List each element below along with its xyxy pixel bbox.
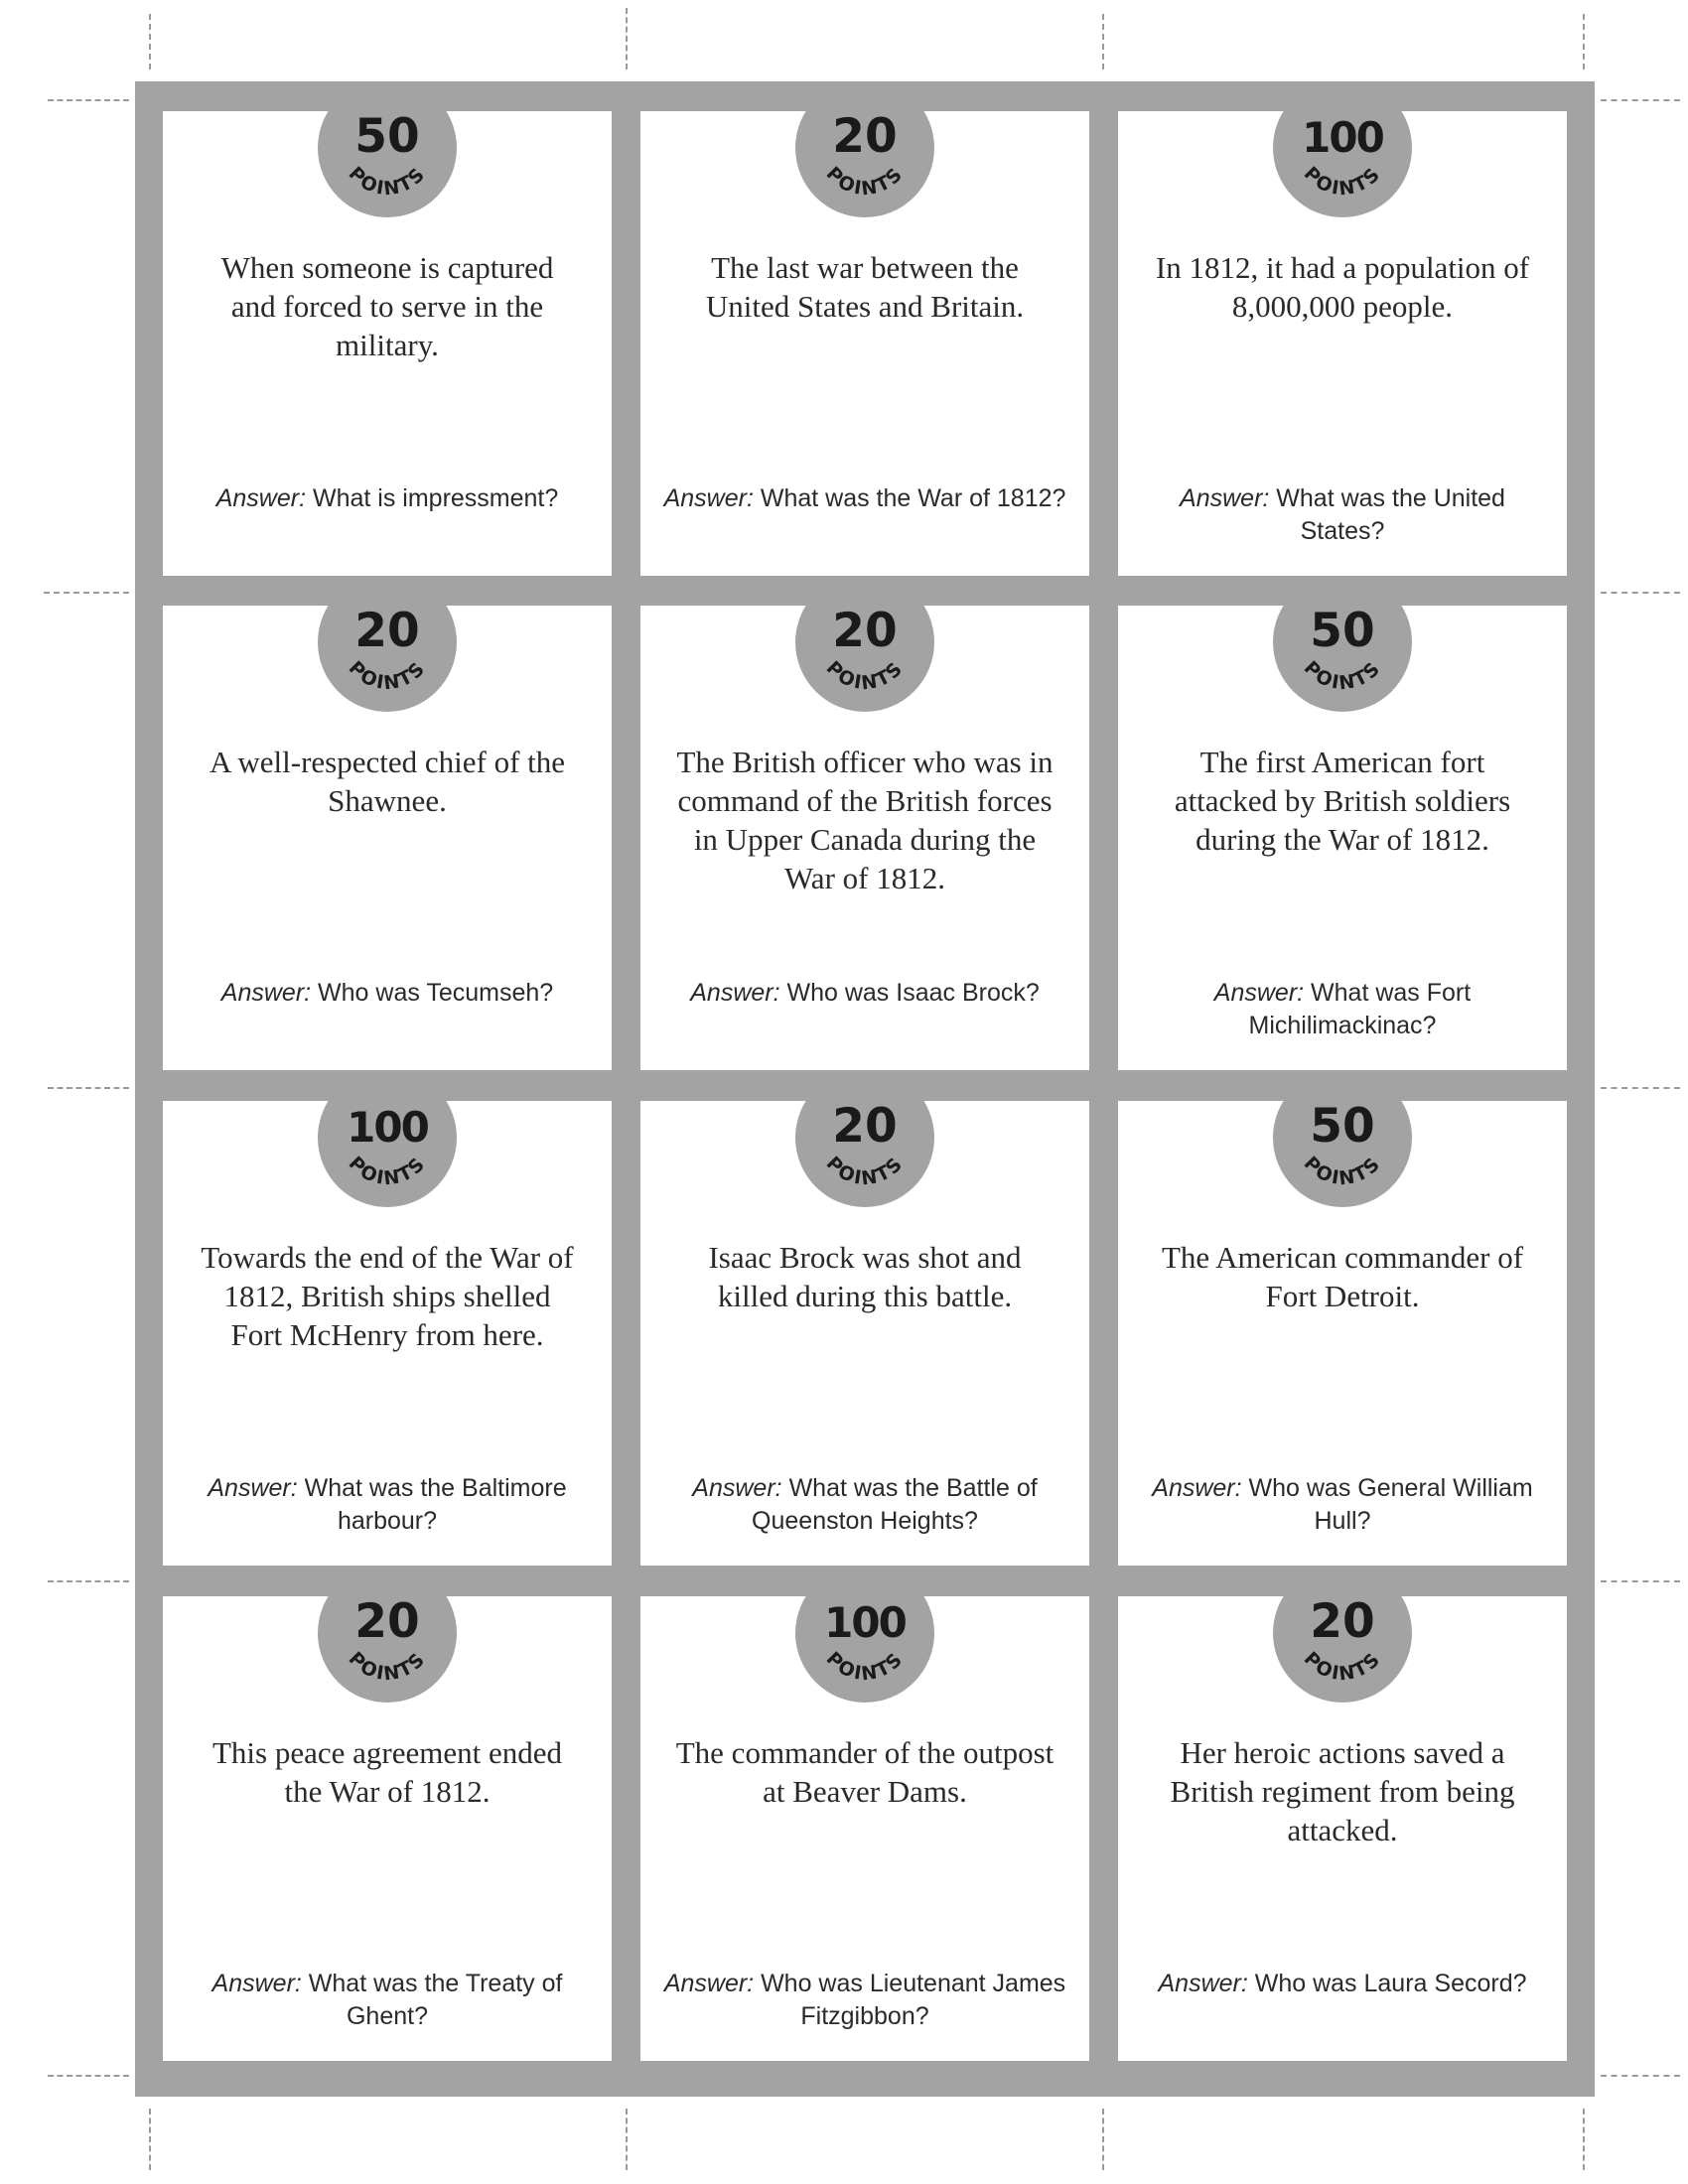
points-badge bbox=[318, 111, 457, 217]
answer-line bbox=[183, 482, 592, 515]
points-badge bbox=[1273, 606, 1412, 712]
points-badge bbox=[795, 1101, 934, 1207]
answer-line bbox=[183, 1472, 592, 1538]
svg-text:POINTS bbox=[1300, 657, 1386, 695]
svg-text:POINTS bbox=[822, 1153, 909, 1190]
answer-label: Answer: bbox=[692, 1474, 782, 1502]
cut-mark bbox=[1601, 1087, 1680, 1089]
points-label: POINTS bbox=[344, 162, 431, 201]
trivia-card bbox=[1118, 111, 1567, 576]
points-label: POINTS bbox=[344, 656, 431, 695]
question-text: When someone is captured and forced to serve in the military. bbox=[220, 250, 554, 362]
points-badge bbox=[795, 1596, 934, 1703]
trivia-card bbox=[640, 1101, 1089, 1566]
answer-label: Answer: bbox=[220, 979, 312, 1007]
answer-text: What is impressment? bbox=[312, 484, 559, 512]
cut-mark bbox=[626, 2109, 628, 2170]
points-value: 20 bbox=[832, 1101, 898, 1154]
points-badge bbox=[318, 1101, 457, 1207]
question-text: The last war between the United States and Britain. bbox=[705, 250, 1025, 324]
points-label: POINTS bbox=[1299, 1152, 1386, 1190]
points-badge bbox=[318, 1596, 457, 1703]
svg-text:POINTS bbox=[345, 1153, 431, 1190]
svg-text:POINTS bbox=[345, 163, 431, 201]
answer-label: Answer: bbox=[1180, 484, 1270, 512]
answer-line bbox=[660, 1968, 1069, 2033]
trivia-card bbox=[1118, 606, 1567, 1070]
answer-label: Answer: bbox=[1152, 1474, 1242, 1502]
question-text: The American commander of Fort Detroit. bbox=[1161, 1240, 1524, 1313]
points-value: 20 bbox=[832, 111, 898, 164]
points-label: POINTS bbox=[821, 162, 909, 201]
answer-label: Answer: bbox=[215, 484, 307, 512]
svg-text:POINTS bbox=[345, 1648, 431, 1686]
answer-line bbox=[660, 977, 1069, 1010]
trivia-card bbox=[640, 111, 1089, 576]
answer-line bbox=[660, 482, 1069, 515]
answer-text: What was the Baltimore harbour? bbox=[304, 1474, 567, 1535]
trivia-card bbox=[1118, 1101, 1567, 1566]
points-badge bbox=[795, 606, 934, 712]
points-label: POINTS bbox=[821, 1152, 909, 1190]
answer-label: Answer: bbox=[690, 979, 780, 1007]
question-text: Towards the end of the War of 1812, British ships shelled Fort McHenry from here. bbox=[201, 1240, 574, 1352]
answer-label: Answer: bbox=[1158, 1970, 1248, 1997]
answer-line bbox=[1138, 977, 1547, 1042]
points-label: POINTS bbox=[821, 656, 909, 695]
answer-label: Answer: bbox=[663, 484, 754, 512]
points-label: POINTS bbox=[1299, 1647, 1386, 1686]
points-badge bbox=[318, 606, 457, 712]
svg-text:POINTS bbox=[1300, 1648, 1386, 1686]
trivia-card bbox=[163, 1101, 612, 1566]
answer-label: Answer: bbox=[208, 1474, 298, 1502]
question-text: The commander of the outpost at Beaver Dams. bbox=[675, 1735, 1055, 1809]
cut-mark bbox=[149, 14, 151, 69]
points-value: 50 bbox=[1310, 606, 1375, 658]
points-value: 20 bbox=[354, 606, 420, 658]
cut-mark bbox=[48, 1087, 129, 1089]
question-text: Isaac Brock was shot and killed during this battle. bbox=[708, 1240, 1022, 1313]
question-text: Her heroic actions saved a British regiment from being attacked. bbox=[1170, 1735, 1515, 1847]
answer-text: What was Fort Michilimackinac? bbox=[1248, 979, 1472, 1039]
answer-text: What was the United States? bbox=[1276, 484, 1505, 545]
cut-mark bbox=[1583, 2109, 1585, 2170]
points-label: POINTS bbox=[821, 1647, 909, 1686]
points-badge bbox=[795, 111, 934, 217]
question-text: This peace agreement ended the War of 1812. bbox=[211, 1735, 562, 1809]
answer-line bbox=[660, 1472, 1069, 1538]
question-text: The first American fort attacked by British soldiers during the War of 1812. bbox=[1174, 745, 1511, 857]
answer-label: Answer: bbox=[1213, 979, 1305, 1007]
cut-mark bbox=[1583, 14, 1585, 69]
cut-mark bbox=[48, 2075, 129, 2077]
answer-line bbox=[1138, 1968, 1547, 2000]
svg-text:POINTS bbox=[822, 657, 909, 695]
answer-text: Who was General William Hull? bbox=[1248, 1474, 1533, 1535]
question-text: In 1812, it had a population of 8,000,000 people. bbox=[1155, 250, 1530, 324]
points-value: 50 bbox=[354, 111, 420, 164]
trivia-card bbox=[640, 606, 1089, 1070]
svg-text:POINTS bbox=[1300, 163, 1386, 201]
points-value: 20 bbox=[354, 1596, 420, 1649]
points-label: POINTS bbox=[1299, 162, 1386, 201]
points-badge bbox=[1273, 1101, 1412, 1207]
svg-text:POINTS bbox=[345, 657, 431, 695]
trivia-card bbox=[163, 606, 612, 1070]
answer-label: Answer: bbox=[211, 1970, 302, 1997]
points-label: POINTS bbox=[1299, 656, 1386, 695]
question-text: The British officer who was in command of the British forces in Upper Canada during the War of 1812. bbox=[676, 745, 1054, 895]
answer-text: What was the War of 1812? bbox=[760, 484, 1066, 512]
points-value: 100 bbox=[347, 1103, 428, 1152]
answer-line bbox=[1138, 482, 1547, 548]
cut-mark bbox=[1601, 2075, 1680, 2077]
trivia-card bbox=[163, 1596, 612, 2061]
cut-mark bbox=[48, 99, 129, 101]
points-value: 100 bbox=[824, 1598, 906, 1647]
cut-mark bbox=[626, 8, 628, 69]
question-text: A well-respected chief of the Shawnee. bbox=[209, 745, 566, 818]
answer-text: Who was Laura Secord? bbox=[1254, 1970, 1527, 1997]
trivia-card bbox=[163, 111, 612, 576]
cut-mark bbox=[1102, 2109, 1104, 2170]
answer-text: Who was Lieutenant James Fitzgibbon? bbox=[761, 1970, 1066, 2030]
answer-label: Answer: bbox=[663, 1970, 755, 1997]
cut-mark bbox=[48, 1580, 129, 1582]
cut-mark bbox=[44, 592, 129, 594]
cut-mark bbox=[149, 2109, 151, 2170]
points-badge bbox=[1273, 111, 1412, 217]
answer-text: What was the Battle of Queenston Heights? bbox=[752, 1474, 1038, 1535]
points-label: POINTS bbox=[344, 1647, 431, 1686]
answer-text: Who was Tecumseh? bbox=[318, 979, 554, 1007]
svg-text:POINTS bbox=[1300, 1153, 1386, 1190]
cut-mark bbox=[1601, 99, 1680, 101]
cut-mark bbox=[1601, 1580, 1680, 1582]
svg-text:POINTS bbox=[822, 1648, 909, 1686]
points-label: POINTS bbox=[344, 1152, 431, 1190]
points-badge bbox=[1273, 1596, 1412, 1703]
cut-mark bbox=[1601, 592, 1680, 594]
answer-line bbox=[183, 1968, 592, 2033]
points-value: 20 bbox=[832, 606, 898, 658]
trivia-card bbox=[640, 1596, 1089, 2061]
card-sheet bbox=[135, 81, 1595, 2097]
answer-text: What was the Treaty of Ghent? bbox=[308, 1970, 563, 2030]
svg-text:POINTS bbox=[822, 163, 909, 201]
cut-mark bbox=[1102, 14, 1104, 69]
points-value: 20 bbox=[1310, 1596, 1375, 1649]
answer-line bbox=[183, 977, 592, 1010]
points-value: 50 bbox=[1310, 1101, 1375, 1154]
answer-text: Who was Isaac Brock? bbox=[786, 979, 1040, 1007]
answer-line bbox=[1138, 1472, 1547, 1538]
points-value: 100 bbox=[1302, 113, 1383, 162]
trivia-card bbox=[1118, 1596, 1567, 2061]
